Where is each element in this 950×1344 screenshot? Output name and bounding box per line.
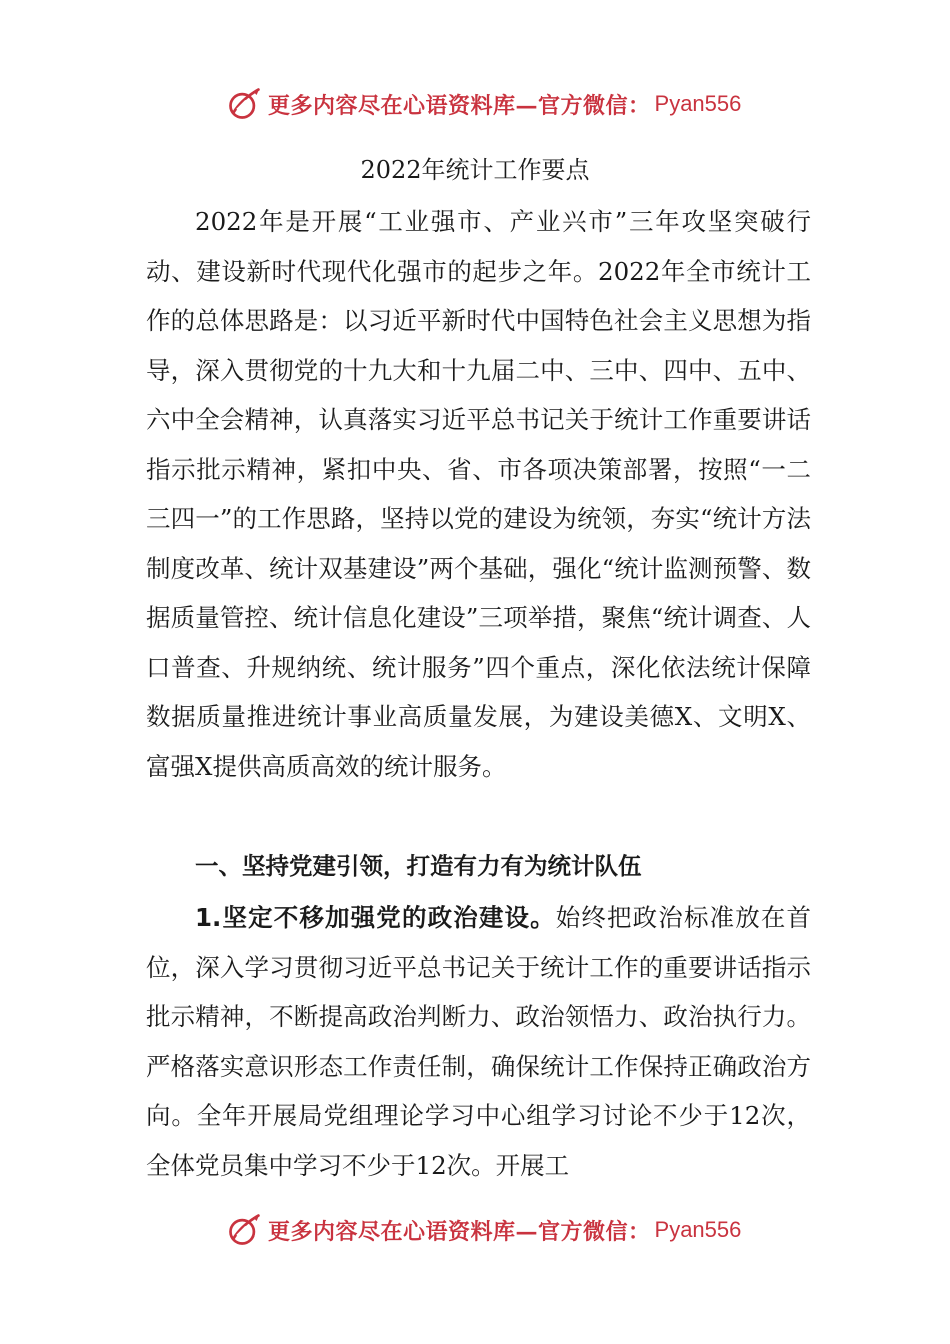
watermark-id: Pyan556 bbox=[654, 91, 742, 116]
watermark-id: Pyan556 bbox=[654, 1217, 742, 1242]
watermark-footer bbox=[226, 1212, 741, 1248]
item-paragraph bbox=[146, 893, 811, 1190]
pen-logo-icon bbox=[226, 86, 262, 122]
pen-logo-icon bbox=[226, 1212, 262, 1248]
item-text: 始终把政治标准放在首位，深入学习贯彻习近平总书记关于统计工作的重要讲话指示批示精神，不断提高政治判断力、政治领悟力、政治执行力。严格落实意识形态工作责任制，确保统计工作保持正确政治方向。全年开展局党组理论学习中心组学习讨论不少于12次，全体党员集中学习不少于12次。开展工 bbox=[146, 903, 811, 1180]
watermark-text: 更多内容尽在心语资料库—官方微信： bbox=[268, 92, 651, 119]
section-heading: 一、坚持党建引领，打造有力有为统计队伍 bbox=[195, 852, 642, 880]
document-title: 2022年统计工作要点 bbox=[360, 156, 590, 184]
watermark-text: 更多内容尽在心语资料库—官方微信： bbox=[268, 1218, 651, 1245]
watermark-header bbox=[226, 86, 741, 122]
item-lead: 1.坚定不移加强党的政治建设。 bbox=[195, 903, 556, 932]
intro-paragraph: 2022年是开展“工业强市、产业兴市”三年攻坚突破行动、建设新时代现代化强市的起步之年。2022年全市统计工作的总体思路是：以习近平新时代中国特色社会主义思想为指导，深入贯彻党的十九大和十九届二中、三中、四中、五中、六中全会精神，认真落实习近平总书记关于统计工作重要讲话指示批示精神，紧扣中央、省、市各项决策部署，按照“一二三四一”的工作思路，坚持以党的建设为统领，夯实“统计方法制度改革、统计双基建设”两个基础，强化“统计监测预警、数据质量管控、统计信息化建设”三项举措，聚焦“统计调查、人口普查、升规纳统、统计服务”四个重点，深化依法统计保障数据质量推进统计事业高质量发展，为建设美德X、文明X、富强X提供高质高效的统计服务。 bbox=[146, 207, 811, 781]
